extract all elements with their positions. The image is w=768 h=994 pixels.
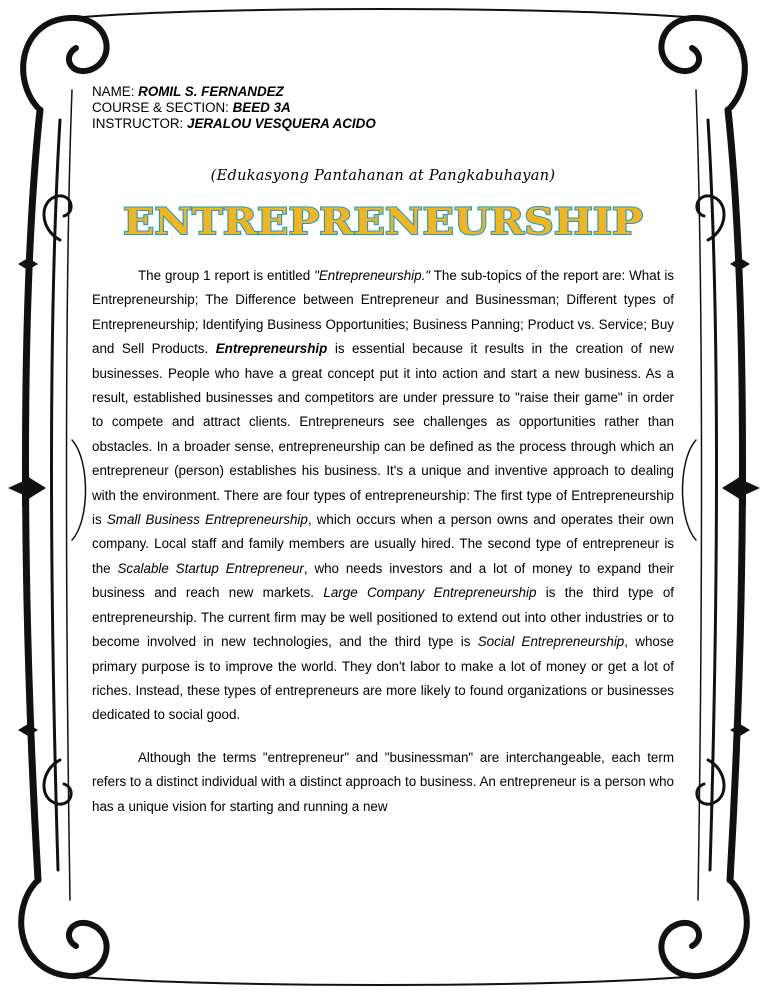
subject-subtitle: (Edukasyong Pantahanan at Pangkabuhayan) xyxy=(210,168,556,184)
p1-term-social: Social Entrepreneurship xyxy=(477,634,625,650)
course-label: COURSE & SECTION: xyxy=(92,100,229,115)
p1-text-3: is essential because it results in the creation of new businesses. People who have a great concept put it into action and start a new business. As a result, established businesses and competitors are under pressure to "raise their game" in order to compete and attract clients. Entrepreneurs see challenges as opportunities rather than obstacles. In a broader sense, entrepreneurship can be defined as the process through which an entrepreneur (person) establishes his business. It's a unique and inventive approach to dealing with the environment. There are four types of entrepreneurship: The first type of Entrepreneurship is xyxy=(92,341,674,528)
report-text xyxy=(92,264,674,819)
paragraph-2: Although the terms "entrepreneur" and "businessman" are interchangeable, each term refers to a distinct individual with a distinct approach to business. An entrepreneur is a person who has a unique vision for starting and running a new xyxy=(92,749,674,814)
p1-report-title: "Entrepreneurship." xyxy=(314,268,431,283)
instructor-line xyxy=(92,116,674,132)
title-banner xyxy=(92,198,674,242)
name-line xyxy=(92,84,674,100)
p1-text-5: , who needs investors and a lot of money to expand their business and reach new markets. xyxy=(92,560,675,601)
p1-term-entrepreneurship: Entrepreneurship xyxy=(215,341,328,357)
p1-text-1: The group 1 report is entitled xyxy=(138,268,315,283)
p1-term-scalable-startup: Scalable Startup Entrepreneur xyxy=(117,560,304,576)
p1-text-7: , whose primary purpose is to improve the world. They don't labor to make a lot of money or get a lot of riches. Instead, these types of entrepreneurs are more likely to found organizations or businesses dedicated to social good. xyxy=(92,634,675,723)
document-body xyxy=(92,84,674,819)
p1-text-4: , which occurs when a person owns and operates their own company. Local staff and family members are usually hired. The second type of entrepreneur is the xyxy=(92,512,674,576)
p1-text-6: is the third type of entrepreneurship. The current firm may be well positioned to extend out into other industries or to become involved in new technologies, and the third type is xyxy=(92,585,674,650)
name-label: NAME: xyxy=(92,84,135,99)
p1-text-2: The sub-topics of the report are: What is Entrepreneurship; The Difference between Entrepreneur and Businessman; Different types of Entrepreneurship; Identifying Business Opportunities; Business Panning; Product vs. Service; Buy and Sell Products. xyxy=(92,268,674,357)
instructor-label: INSTRUCTOR: xyxy=(92,116,184,131)
p1-term-large-company: Large Company Entrepreneurship xyxy=(323,585,537,601)
p1-term-small-business: Small Business Entrepreneurship xyxy=(106,512,308,528)
name-value: ROMIL S. FERNANDEZ xyxy=(138,84,284,99)
course-line xyxy=(92,100,674,116)
course-value: BEED 3A xyxy=(232,100,291,115)
instructor-value: JERALOU VESQUERA ACIDO xyxy=(187,116,376,131)
page-title: ENTREPRENEURSHIP xyxy=(123,201,643,242)
paragraph-1 xyxy=(92,264,674,728)
